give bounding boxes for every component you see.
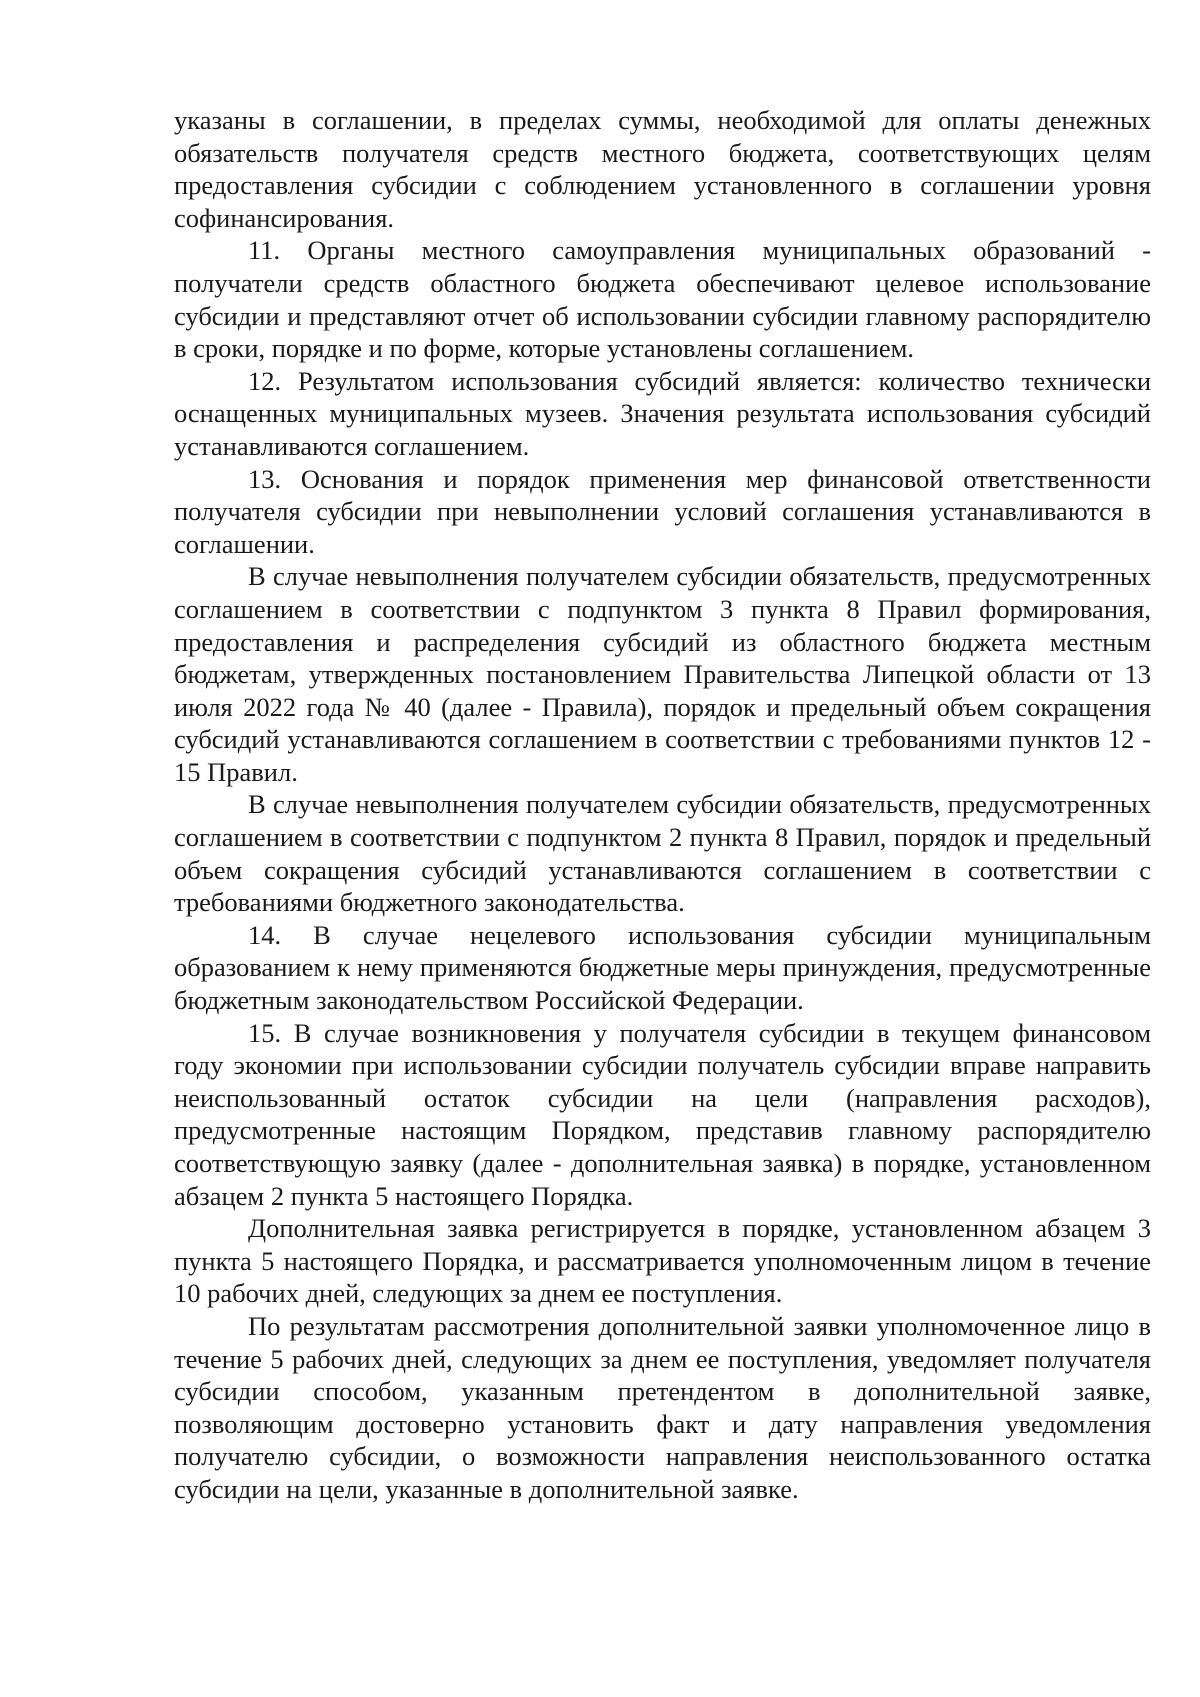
paragraph-continuation: указаны в соглашении, в пределах суммы, необходимой для оплаты денежных обязательств получателя средств местного бюджета, соответствующих целям предоставления субсидии с соблюдением установленного в соглашении уровня софинансирования.: [174, 105, 1151, 233]
paragraph-review-results: По результатам рассмотрения дополнительной заявки уполномоченное лицо в течение 5 рабочих дней, следующих за днем ее поступления, уведомляет получателя субсидии способом, указанным претендентом в дополнительной заявке, позволяющим достоверно установить факт и дату направления уведомления получателю субсидии, о возможности направления неиспользованного остатка субсидии на цели, указанные в дополнительной заявке.: [174, 1310, 1151, 1504]
paragraph-item-15: 15. В случае возникновения у получателя субсидии в текущем финансовом году экономии при использовании субсидии получатель субсидии вправе направить неиспользованный остаток субсидии на цели (направления расходов), предусмотренные настоящим Порядком, представив главному распорядителю соответствующую заявку (далее - дополнительная заявка) в порядке, установленном абзацем 2 пункта 5 настоящего Порядка.: [174, 1017, 1151, 1211]
paragraph-item-11: 11. Органы местного самоуправления муниципальных образований - получатели средств областного бюджета обеспечивают целевое использование субсидии и представляют отчет об использовании субсидии главному распорядителю в сроки, порядке и по форме, которые установлены соглашением.: [174, 235, 1151, 364]
paragraph-additional-request: Дополнительная заявка регистрируется в порядке, установленном абзацем 3 пункта 5 настоящего Порядка, и рассматривается уполномоченным лицом в течение 10 рабочих дней, следующих за днем ее поступления.: [174, 1213, 1151, 1309]
paragraph-item-12: 12. Результатом использования субсидий является: количество технически оснащенных муниципальных музеев. Значения результата использования субсидий устанавливаются соглашением.: [174, 365, 1151, 461]
paragraph-item-13-case-1: В случае невыполнения получателем субсидии обязательств, предусмотренных соглашением в соответствии с подпунктом 3 пункта 8 Правил формирования, предоставления и распределения субсидий из областного бюджета местным бюджетам, утвержденных постановлением Правительства Липецкой области от 13 июля 2022 года № 40 (далее - Правила), порядок и предельный объем сокращения субсидий устанавливаются соглашением в соответствии с требованиями пунктов 12 - 15 Правил.: [174, 561, 1151, 787]
paragraph-item-14: 14. В случае нецелевого использования субсидии муниципальным образованием к нему применяются бюджетные меры принуждения, предусмотренные бюджетным законодательством Российской Федерации.: [174, 919, 1151, 1016]
paragraph-item-13: 13. Основания и порядок применения мер финансовой ответственности получателя субсидии при невыполнении условий соглашения устанавливаются в соглашении.: [174, 463, 1151, 559]
paragraph-item-13-case-2: В случае невыполнения получателем субсидии обязательств, предусмотренных соглашением в соответствии с подпунктом 2 пункта 8 Правил, порядок и предельный объем сокращения субсидий устанавливаются соглашением в соответствии с требованиями бюджетного законодательства.: [174, 789, 1151, 918]
document-body: [174, 104, 1151, 1506]
